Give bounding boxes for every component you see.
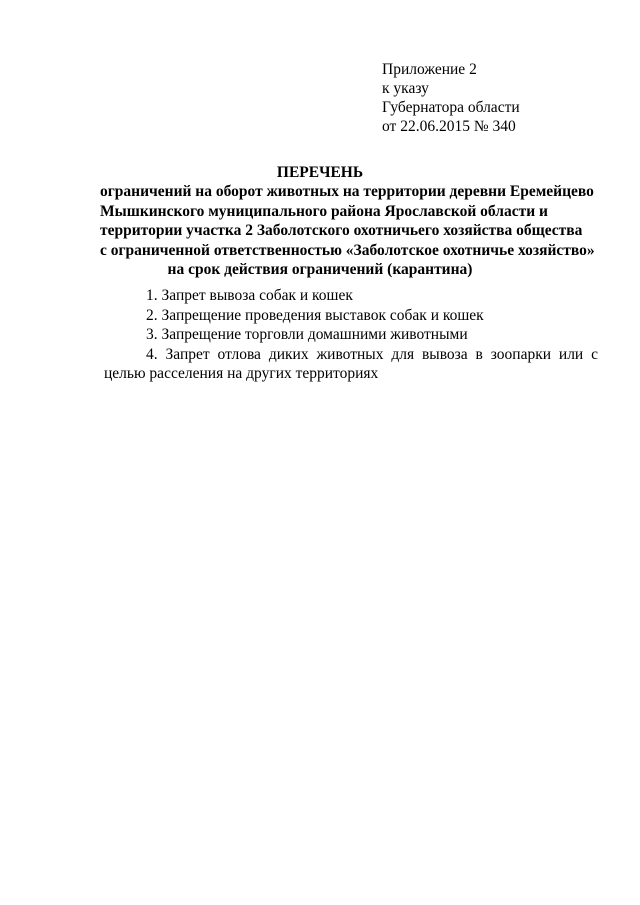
list-item: 3. Запрещение торговли домашними животными	[146, 326, 468, 344]
title-line: Мышкинского муниципального района Ярославской области и	[100, 202, 548, 220]
appendix-number: Приложение 2	[382, 61, 477, 78]
list-item: 4. Запрет отлова диких животных для вывоза в зоопарки или с целью расселения на других территориях	[104, 345, 598, 383]
title-line: территории участка 2 Заболотского охотничьего хозяйства общества	[100, 222, 583, 240]
title-heading: ПЕРЕЧЕНЬ	[276, 164, 364, 181]
appendix-reference	[382, 60, 602, 136]
appendix-issuer: Губернатора области	[382, 99, 520, 116]
title-line: на срок действия ограничений (карантина)	[167, 261, 473, 279]
list-item: 1. Запрет вывоза собак и кошек	[146, 287, 353, 304]
list-item: 2. Запрещение проведения выставок собак и кошек	[146, 306, 484, 324]
appendix-date-number: от 22.06.2015 № 340	[382, 118, 516, 135]
appendix-decree-ref: к указу	[382, 80, 429, 97]
document-title	[100, 163, 595, 279]
title-line: ограничений на оборот животных на территории деревни Еремейцево	[100, 183, 594, 201]
title-line: с ограниченной ответственностью «Заболотское охотничье хозяйство»	[100, 241, 595, 259]
restrictions-list	[104, 286, 598, 384]
